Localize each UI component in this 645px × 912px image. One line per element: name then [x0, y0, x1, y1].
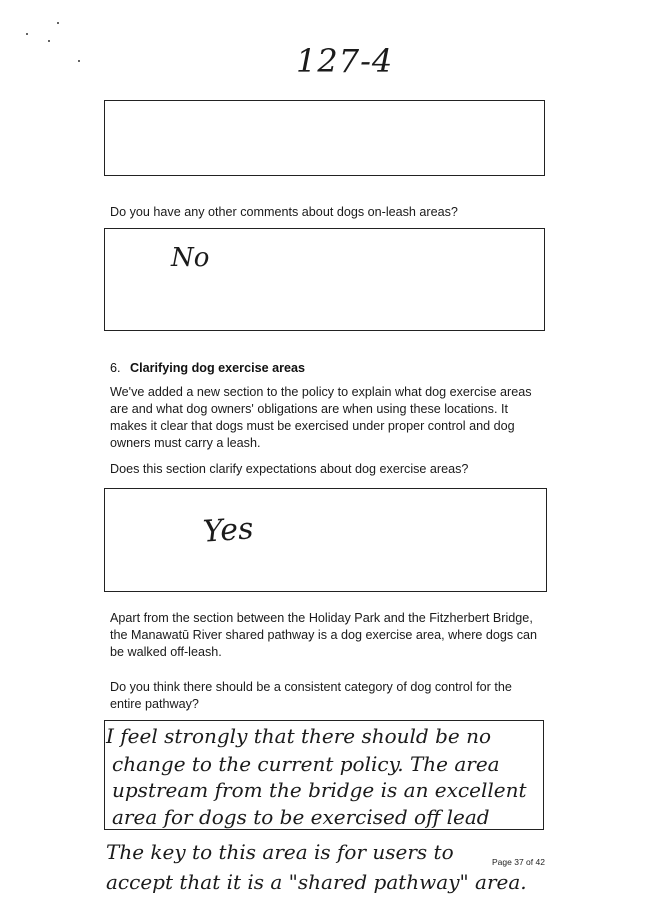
section-intro: We've added a new section to the policy to explain what dog exercise areas are and what dog owners' obligations are when using these locations. It makes it clear that dogs must be exercised under proper control and dog owners must carry a leash. [110, 385, 532, 450]
pathway-answer-line: change to the current policy. The area [112, 752, 500, 776]
pathway-answer-line: accept that it is a "shared pathway" area. [106, 870, 527, 894]
scan-speck [26, 33, 28, 35]
pathway-answer-line: I feel strongly that there should be no [106, 724, 492, 748]
page-number: Page 37 of 42 [492, 857, 545, 867]
on-leash-comments-question: Do you have any other comments about dogs on-leash areas? [110, 205, 458, 219]
clarify-question: Does this section clarify expectations about dog exercise areas? [110, 462, 469, 476]
pathway-description: Apart from the section between the Holiday Park and the Fitzherbert Bridge, the Manawatū River shared pathway is a dog exercise area, where dogs can be walked off-leash. [110, 611, 538, 659]
section-number: 6. [110, 361, 121, 375]
handwritten-submission-id: 127-4 [296, 42, 394, 80]
scan-speck [57, 22, 59, 24]
clarify-answer: Yes [201, 511, 255, 550]
pathway-answer-line: upstream from the bridge is an excellent [112, 778, 527, 802]
pathway-answer-line: area for dogs to be exercised off lead [112, 805, 490, 829]
clarify-answer-box[interactable] [104, 488, 547, 592]
pathway-question: Do you think there should be a consistent category of dog control for the entire pathway? [110, 680, 512, 711]
section-heading [110, 361, 305, 375]
scan-speck [48, 40, 50, 42]
section-title: Clarifying dog exercise areas [130, 361, 306, 375]
previous-answer-box[interactable] [104, 100, 545, 176]
pathway-answer-line: The key to this area is for users to [106, 840, 454, 864]
on-leash-comments-answer-box[interactable] [104, 228, 545, 331]
on-leash-comments-answer: No [171, 243, 210, 273]
scan-speck [78, 60, 80, 62]
